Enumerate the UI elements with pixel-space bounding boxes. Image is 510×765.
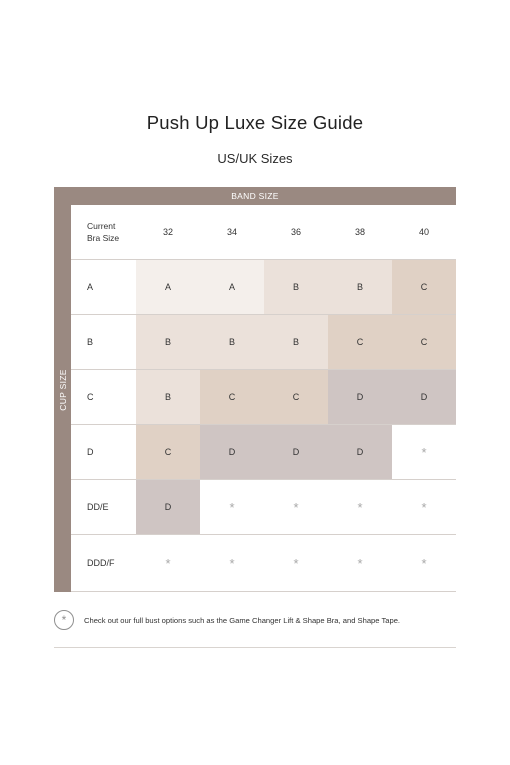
size-cell: B: [264, 260, 328, 315]
cup-row-label: D: [71, 425, 136, 480]
cup-row-label: DD/E: [71, 480, 136, 535]
size-cell: D: [200, 425, 264, 480]
size-cell: D: [136, 480, 200, 535]
size-cell: D: [392, 370, 456, 425]
cup-row-label: A: [71, 260, 136, 315]
star-icon: *: [392, 535, 456, 592]
size-cell: B: [328, 260, 392, 315]
size-cell: D: [328, 370, 392, 425]
size-cell: A: [136, 260, 200, 315]
page-title: Push Up Luxe Size Guide: [146, 112, 364, 133]
size-cell: C: [136, 425, 200, 480]
note-text: Check out our full bust options such as the Game Changer Lift & Shape Bra, and Shape Tape.: [84, 615, 401, 625]
star-icon: *: [328, 535, 392, 592]
size-table: [71, 205, 456, 592]
star-icon: *: [392, 480, 456, 535]
page-subtitle: US/UK Sizes: [217, 151, 293, 166]
size-cell: A: [200, 260, 264, 315]
band-size-label: BAND SIZE: [231, 191, 279, 201]
size-cell: B: [136, 315, 200, 370]
band-header-34: 34: [200, 205, 264, 260]
cup-row-label: DDD/F: [71, 535, 136, 592]
band-header-32: 32: [136, 205, 200, 260]
corner-line-2: Bra Size: [87, 233, 120, 243]
star-icon: *: [136, 535, 200, 592]
current-bra-size-header: [71, 205, 136, 260]
star-icon: *: [200, 535, 264, 592]
full-bust-note: [54, 608, 456, 632]
size-cell: C: [328, 315, 392, 370]
cup-row-label: C: [71, 370, 136, 425]
size-cell: C: [392, 315, 456, 370]
cup-size-label: CUP SIZE: [58, 369, 68, 411]
corner-line-1: Current: [87, 221, 116, 231]
size-cell: B: [136, 370, 200, 425]
band-header-40: 40: [392, 205, 456, 260]
star-icon: *: [392, 425, 456, 480]
band-header-36: 36: [264, 205, 328, 260]
band-header-38: 38: [328, 205, 392, 260]
size-cell: C: [200, 370, 264, 425]
band-size-header: [54, 187, 456, 205]
star-icon: *: [264, 535, 328, 592]
star-icon: *: [54, 610, 74, 630]
size-cell: B: [200, 315, 264, 370]
size-cell: B: [264, 315, 328, 370]
star-icon: *: [328, 480, 392, 535]
divider: [54, 647, 456, 648]
star-icon: *: [264, 480, 328, 535]
size-cell: D: [264, 425, 328, 480]
cup-row-label: B: [71, 315, 136, 370]
size-cell: C: [392, 260, 456, 315]
star-icon: *: [200, 480, 264, 535]
size-cell: D: [328, 425, 392, 480]
size-cell: C: [264, 370, 328, 425]
